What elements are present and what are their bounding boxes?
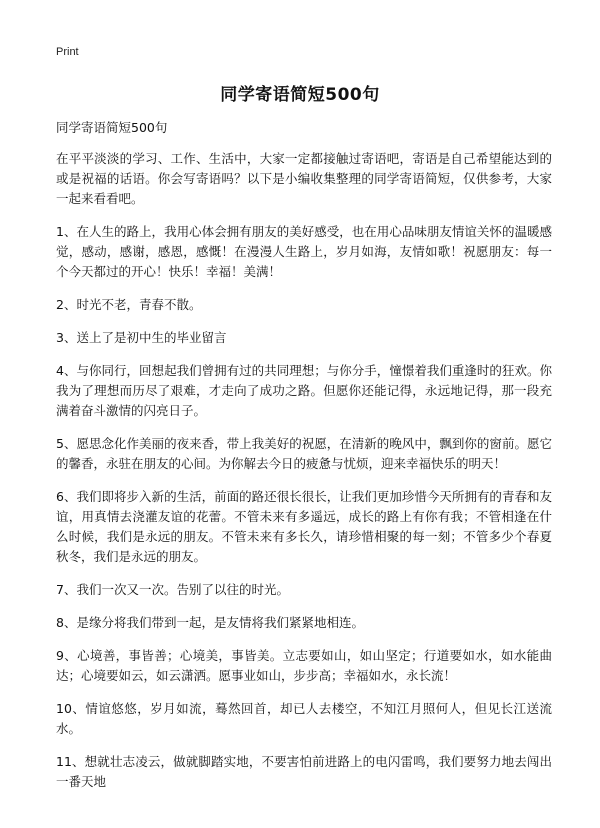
document-body xyxy=(56,119,552,805)
list-item: 4、与你同行，回想起我们曾拥有过的共同理想；与你分手，憧憬着我们重逢时的狂欢。你我为了理想而历尽了艰难，才走向了成功之路。但愿你还能记得，永远地记得，那一段充满着奋斗激情的闪亮日子。 xyxy=(56,363,552,418)
intro-paragraph: 在平平淡淡的学习、工作、生活中，大家一定都接触过寄语吧，寄语是自己希望能达到的或是祝福的话语。你会写寄语吗？以下是小编收集整理的同学寄语简短，仅供参考，大家一起来看看吧。 xyxy=(56,151,552,206)
list-item: 10、情谊悠悠，岁月如流，蓦然回首，却已人去楼空，不知江月照何人，但见长江送流水。 xyxy=(56,701,552,736)
list-item: 3、送上了是初中生的毕业留言 xyxy=(56,330,227,345)
list-item: 6、我们即将步入新的生活，前面的路还很长很长，让我们更加珍惜今天所拥有的青春和友谊，用真情去浇灌友谊的花蕾。不管未来有多遥远，成长的路上有你有我；不管相逢在什么时候，我们是永远的朋友。不管未来有多长久，请珍惜相聚的每一刻；不管多少个春夏秋冬，我们是永远的朋友。 xyxy=(56,489,552,564)
list-item: 1、在人生的路上，我用心体会拥有朋友的美好感受，也在用心品味朋友情谊关怀的温暖感觉，感动，感谢，感恩，感慨！在漫漫人生路上，岁月如海，友情如歌！祝愿朋友：每一个今天都过的开心！快乐！幸福！美满！ xyxy=(56,224,552,279)
document-subtitle: 同学寄语简短500句 xyxy=(56,120,168,135)
list-item: 7、我们一次又一次。告别了以往的时光。 xyxy=(56,582,289,597)
list-item: 8、是缘分将我们带到一起，是友情将我们紧紧地相连。 xyxy=(56,615,364,630)
document-title: 同学寄语简短500句 xyxy=(220,85,380,105)
list-item: 2、时光不老，青春不散。 xyxy=(56,297,202,312)
list-item: 5、愿思念化作美丽的夜来香，带上我美好的祝愿，在清新的晚风中，飘到你的窗前。愿它的馨香，永驻在朋友的心间。为你解去今日的疲惫与忧烦，迎来幸福快乐的明天！ xyxy=(56,436,552,471)
print-link[interactable]: Print xyxy=(56,46,79,58)
list-item: 9、心境善，事皆善；心境美，事皆美。立志要如山，如山坚定；行道要如水，如水能曲达；心境要如云，如云潇洒。愿事业如山，步步高；幸福如水，永长流！ xyxy=(56,648,552,683)
list-item: 11、想就壮志凌云，做就脚踏实地，不要害怕前进路上的电闪雷鸣，我们要努力地去闯出一番天地 xyxy=(56,754,552,789)
